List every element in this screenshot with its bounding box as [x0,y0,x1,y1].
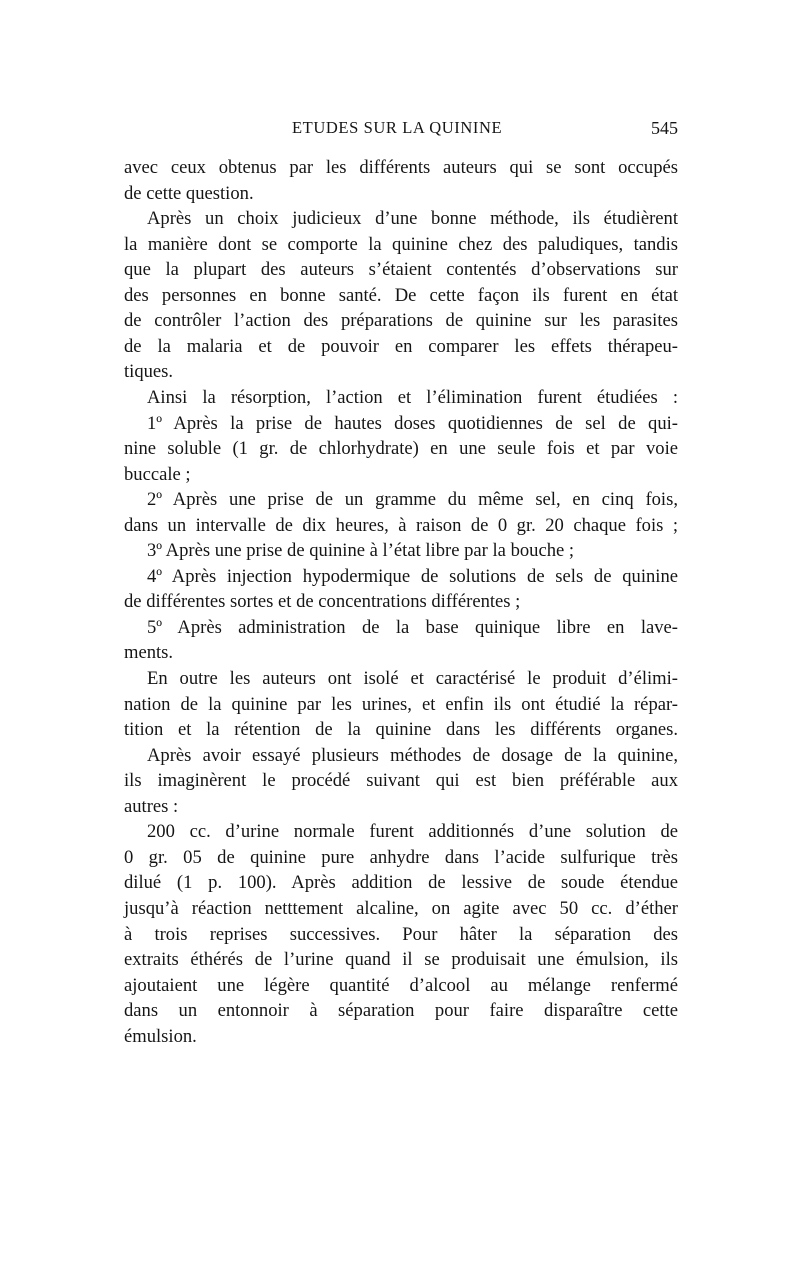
text-line: 5º Après administration de la base quinique libre en lave- [147,617,678,638]
text-line: autres : [124,796,179,817]
text-line: 2º Après une prise de un gramme du même sel, en cinq fois, [147,489,678,510]
text-line: Ainsi la résorption, l’action et l’élimination furent étudiées : [147,387,678,408]
text-line: des personnes en bonne santé. De cette façon ils furent en état [124,285,678,306]
text-line: avec ceux obtenus par les différents auteurs qui se sont occupés [124,157,678,178]
text-line: ajoutaient une légère quantité d’alcool au mélange renfermé [124,975,678,996]
text-line: dans un entonnoir à séparation pour faire disparaître cette [124,1000,678,1021]
text-line: que la plupart des auteurs s’étaient contentés d’observations sur [124,259,678,280]
text-line: jusqu’à réaction netttement alcaline, on agite avec 50 cc. d’éther [124,898,678,919]
text-line: 0 gr. 05 de quinine pure anhydre dans l’acide sulfurique très [124,847,678,868]
text-line: nine soluble (1 gr. de chlorhydrate) en une seule fois et par voie [124,438,678,459]
text-line: de contrôler l’action des préparations de quinine sur les parasites [124,310,678,331]
text-line: Après un choix judicieux d’une bonne méthode, ils étudièrent [147,208,678,229]
text-line: tition et la rétention de la quinine dans les différents organes. [124,719,678,740]
text-line: En outre les auteurs ont isolé et caractérisé le produit d’élimi- [147,668,678,689]
page-number: 545 [651,118,678,138]
running-head [124,118,678,146]
text-line: ments. [124,642,174,663]
text-line: la manière dont se comporte la quinine chez des paludiques, tandis [124,234,678,255]
text-line: 3º Après une prise de quinine à l’état libre par la bouche ; [147,540,575,561]
text-line: 4º Après injection hypodermique de solutions de sels de quinine [147,566,678,587]
text-line: buccale ; [124,464,191,485]
text-line: 200 cc. d’urine normale furent additionnés d’une solution de [147,821,678,842]
text-line: ils imaginèrent le procédé suivant qui est bien préférable aux [124,770,678,791]
text-line: de cette question. [124,183,254,204]
text-line: émulsion. [124,1026,197,1047]
text-line: 1º Après la prise de hautes doses quotidiennes de sel de qui- [147,413,678,434]
text-line: dans un intervalle de dix heures, à raison de 0 gr. 20 chaque fois ; [124,515,678,536]
text-line: de la malaria et de pouvoir en comparer les effets thérapeu- [124,336,678,357]
text-line: nation de la quinine par les urines, et enfin ils ont étudié la répar- [124,694,678,715]
text-line: de différentes sortes et de concentrations différentes ; [124,591,521,612]
text-line: dilué (1 p. 100). Après addition de lessive de soude étendue [124,872,678,893]
text-line: extraits éthérés de l’urine quand il se produisait une émulsion, ils [124,949,678,970]
running-title: ETUDES SUR LA QUININE [292,118,503,137]
text-line: tiques. [124,361,174,382]
text-line: Après avoir essayé plusieurs méthodes de dosage de la quinine, [147,745,678,766]
text-line: à trois reprises successives. Pour hâter la séparation des [124,924,678,945]
